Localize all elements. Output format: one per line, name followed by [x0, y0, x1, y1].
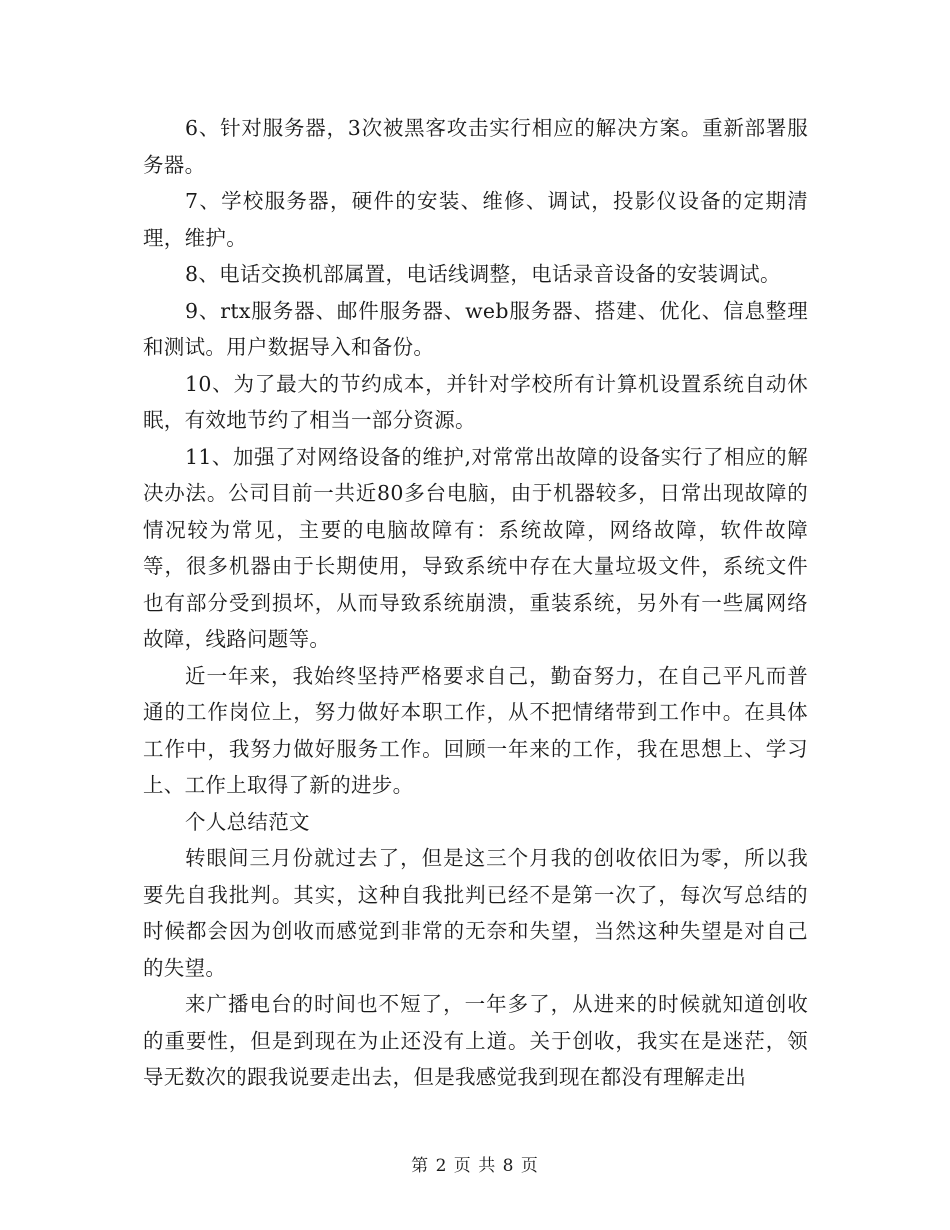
section-heading: 个人总结范文	[185, 809, 310, 834]
paragraph-self-critique: 转眼间三月份就过去了，但是这三个月我的创收依旧为零，所以我要先自我批判。其实，这种自我批判已经不是第一次了，每次写总结的时候都会因为创收而感觉到非常的无奈和失望，当然这种失望是对自己的失望。	[143, 846, 808, 980]
paragraph-item-8: 8、电话交换机部属置，电话线调整，电话录音设备的安装调试。	[185, 262, 781, 286]
paragraph-year-review: 近一年来，我始终坚持严格要求自己，勤奋努力，在自己平凡而普通的工作岗位上，努力做好本职工作，从不把情绪带到工作中。在具体工作中，我努力做好服务工作。回顾一年来的工作，我在思想上、学习上、工作上取得了新的进步。	[143, 663, 808, 797]
document-body	[143, 110, 808, 1096]
paragraph-item-6: 6、针对服务器，3次被黑客攻击实行相应的解决方案。重新部署服务器。	[143, 116, 808, 177]
paragraph-radio-station: 来广播电台的时间也不短了，一年多了，从进来的时候就知道创收的重要性，但是到现在为止还没有上道。关于创收，我实在是迷茫，领导无数次的跟我说要走出去，但是我感觉我到现在都没有理解走出	[143, 992, 808, 1089]
page-number-footer: 第 2 页 共 8 页	[411, 1156, 539, 1176]
paragraph-item-7: 7、学校服务器，硬件的安装、维修、调试，投影仪设备的定期清理，维护。	[143, 189, 808, 250]
paragraph-item-11: 11、加强了对网络设备的维护,对常常出故障的设备实行了相应的解决办法。公司目前一共近80多台电脑，由于机器较多，日常出现故障的情况较为常见，主要的电脑故障有：系统故障，网络故障，软件故障等，很多机器由于长期使用，导致系统中存在大量垃圾文件，系统文件也有部分受到损坏，从而导致系统崩溃，重装系统，另外有一些属网络故障，线路问题等。	[143, 444, 808, 651]
paragraph-item-9: 9、rtx服务器、邮件服务器、web服务器、搭建、优化、信息整理和测试。用户数据导入和备份。	[143, 298, 808, 359]
paragraph-item-10: 10、为了最大的节约成本，并针对学校所有计算机设置系统自动休眠，有效地节约了相当一部分资源。	[143, 371, 808, 432]
